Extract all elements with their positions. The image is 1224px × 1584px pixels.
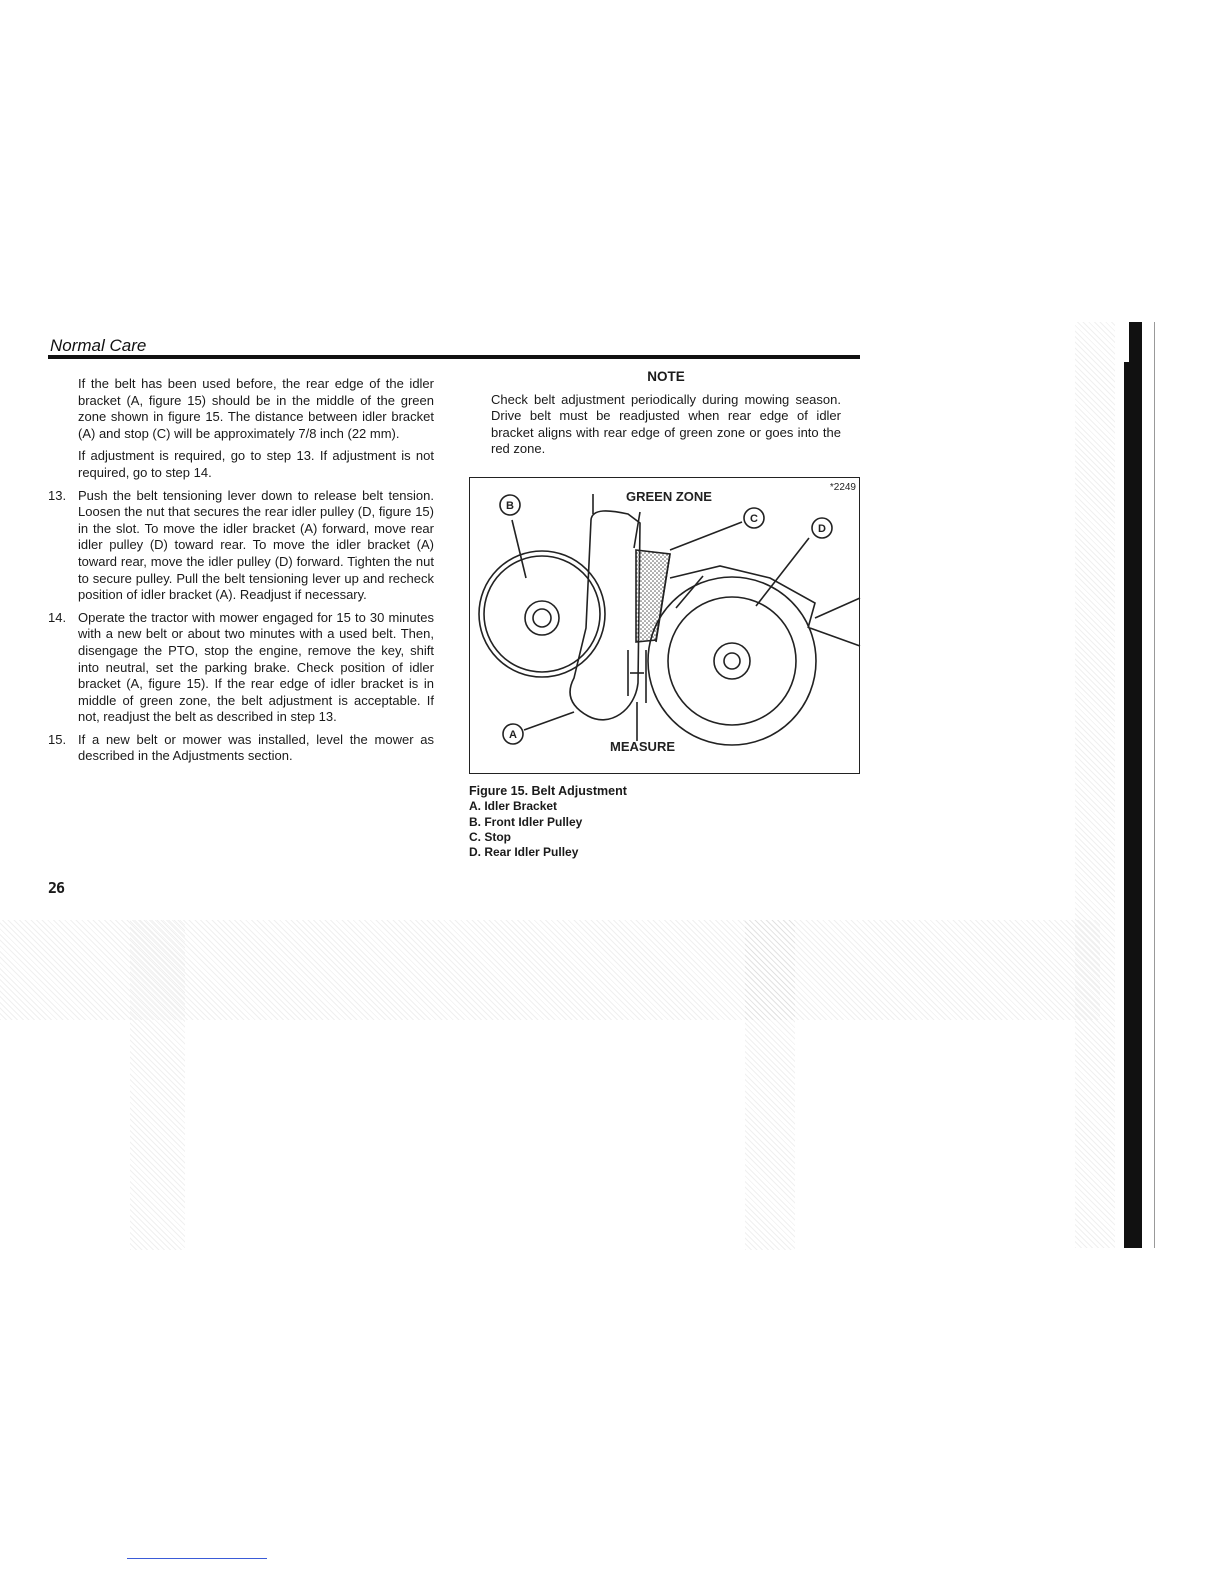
step-text: Operate the tractor with mower engaged for 15 to 30 minutes with a new belt or about two minutes with a used belt. Then, disengage the PTO, stop the engine, remove the key, shift into neutral, set the parking brake. Check position of idler bracket (A, figure 15). If the rear edge of idler bracket is in middle of green zone, the belt adjustment is acceptable. If not, readjust the belt as described in step 13. <box>78 609 434 725</box>
callout-a-leader <box>524 712 574 730</box>
callout-c-leader <box>670 522 742 550</box>
page-header-rule <box>48 355 860 359</box>
left-column <box>48 376 434 771</box>
green-zone-label: GREEN ZONE <box>626 489 712 504</box>
green-zone-stop <box>636 550 670 642</box>
step-number: 13. <box>48 487 67 503</box>
figure-caption <box>469 784 627 860</box>
rear-idler-hub-inner <box>724 653 740 669</box>
front-idler-hub-outer <box>525 601 559 635</box>
legend-item-b: B. Front Idler Pulley <box>469 814 583 829</box>
step-number: 14. <box>48 609 67 625</box>
scan-speckle-column <box>745 920 795 1250</box>
legend-item-c: C. Stop <box>469 829 511 844</box>
page-edge-line <box>1154 322 1155 1248</box>
page-number: 26 <box>48 879 65 897</box>
front-idler-pulley-inner <box>484 556 600 672</box>
callout-d-letter: D <box>818 523 826 535</box>
step-number: 15. <box>48 731 67 747</box>
callout-b-letter: B <box>506 500 514 512</box>
callout-a-letter: A <box>509 729 517 741</box>
step-15 <box>48 731 434 765</box>
figure-id-code: *2249 <box>829 482 856 493</box>
footer-link-underline <box>127 1558 267 1559</box>
step-13 <box>48 487 434 604</box>
note-heading: NOTE <box>647 369 685 384</box>
scan-speckle-column <box>130 920 185 1250</box>
intro-paragraph-1: If the belt has been used before, the rear edge of the idler bracket (A, figure 15) should be in the middle of the green zone shown in figure 15. The distance between idler bracket (A) and stop (C) will be approximately 7/8 inch (22 mm). <box>78 376 434 441</box>
drive-belt-lower <box>676 576 703 608</box>
callout-c-letter: C <box>750 513 758 525</box>
page-header-title: Normal Care <box>50 336 147 355</box>
figure-caption-title: Figure 15. Belt Adjustment <box>469 784 627 798</box>
step-14 <box>48 609 434 726</box>
note-block <box>491 369 841 458</box>
page-edge-notch <box>1119 322 1129 362</box>
callout-b-leader <box>512 520 526 578</box>
measure-label: MEASURE <box>610 739 676 754</box>
page-edge-bar <box>1124 322 1142 1248</box>
step-text: Push the belt tensioning lever down to release belt tension. Loosen the nut that secures the rear idler pulley (D, figure 15) in the slot. To move the idler bracket (A) forward, move rear idler pulley (D) toward rear. To move the idler bracket (A) toward rear, move the idler pulley (D) forward. Tighten the nut to secure pulley. Pull the belt tensioning lever up and recheck position of idler bracket (A). Readjust if necessary. <box>78 487 434 603</box>
belt-adjustment-figure <box>469 477 860 774</box>
intro-paragraph-2: If adjustment is required, go to step 13. If adjustment is not required, go to step 14. <box>78 448 434 480</box>
rear-idler-hub-outer <box>714 643 750 679</box>
scan-speckle-edge <box>1075 322 1115 1248</box>
drive-belt-upper <box>670 566 815 628</box>
legend-item-a: A. Idler Bracket <box>469 799 558 814</box>
note-text: Check belt adjustment periodically during mowing season. Drive belt must be readjusted when rear edge of idler bracket aligns with rear edge of green zone or goes into the red zone. <box>491 391 841 457</box>
step-text: If a new belt or mower was installed, level the mower as described in the Adjustments section. <box>78 731 434 764</box>
rear-idler-pulley-inner <box>668 597 796 725</box>
legend-item-d: D. Rear Idler Pulley <box>469 845 579 860</box>
belt-diagram-illustration <box>470 478 861 775</box>
front-idler-hub-inner <box>533 609 551 627</box>
rear-idler-pulley-outer <box>648 577 816 745</box>
